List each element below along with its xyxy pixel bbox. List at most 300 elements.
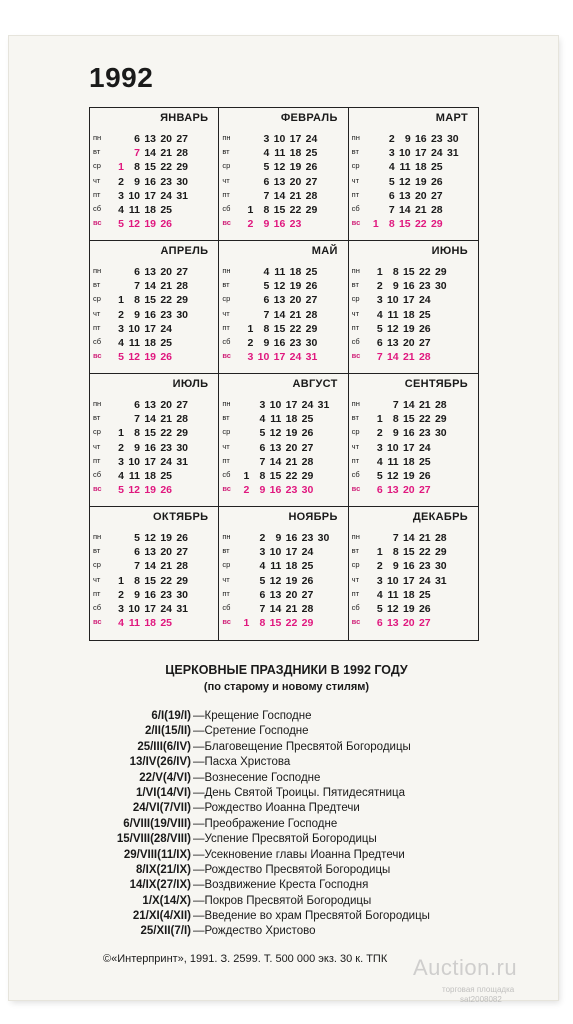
day-number: 21 [160, 413, 172, 426]
week-row [108, 175, 188, 189]
day-number: 9 [392, 280, 399, 293]
week-row [237, 350, 317, 364]
holidays-title: ЦЕРКОВНЫЕ ПРАЗДНИКИ В 1992 ГОДУ [165, 663, 408, 677]
day-number: 26 [305, 161, 318, 174]
day-number: 31 [434, 574, 447, 587]
day-number: 6 [134, 546, 140, 559]
day-number: 14 [144, 147, 156, 160]
day-number: 24 [160, 189, 172, 202]
weekday-label: чт [93, 441, 101, 451]
weekday-label: сб [93, 470, 102, 480]
day-number: 12 [273, 280, 286, 293]
week-row [367, 531, 447, 545]
day-number: 24 [160, 455, 172, 468]
day-number: 4 [376, 588, 383, 601]
day-number: 28 [301, 602, 314, 615]
day-number: 1 [376, 266, 383, 278]
day-number: 6 [134, 399, 140, 411]
day-number: 29 [176, 427, 188, 440]
day-number: 5 [118, 218, 124, 231]
day-number: 12 [269, 427, 282, 440]
day-number: 7 [134, 147, 140, 160]
day-number: 21 [285, 602, 298, 615]
day-number: 15 [402, 413, 415, 426]
month-name: АПРЕЛЬ [160, 245, 209, 257]
holiday-date: 25/III(6/IV) [137, 740, 191, 753]
day-number: 7 [263, 308, 270, 321]
day-number: 18 [402, 308, 415, 321]
week-row [108, 588, 188, 602]
weekday-label: вт [93, 147, 101, 157]
day-number: 9 [134, 588, 140, 601]
week-row [108, 160, 188, 174]
day-number: 7 [134, 413, 140, 426]
day-number: 13 [398, 189, 411, 202]
day-number: 25 [160, 617, 172, 630]
day-number: 22 [418, 266, 431, 278]
week-row [237, 279, 317, 293]
weekday-label: пт [351, 455, 360, 465]
holiday-row [0, 833, 573, 848]
weekday-label: сб [222, 204, 231, 214]
week-row [108, 531, 188, 545]
weekday-label: чт [222, 574, 230, 584]
months-grid [89, 107, 479, 641]
weekday-label: сб [93, 204, 102, 214]
week-row [367, 412, 447, 426]
day-number: 24 [301, 546, 314, 559]
day-number: 25 [301, 413, 314, 426]
week-row [367, 616, 447, 630]
day-number: 17 [402, 441, 415, 454]
week-row [367, 602, 447, 616]
day-number: 12 [273, 161, 286, 174]
day-number: 19 [144, 218, 156, 231]
calendar-year: 1992 [89, 62, 154, 93]
day-number: 18 [144, 617, 156, 630]
day-number: 28 [305, 189, 318, 202]
weekday-label: вт [351, 546, 359, 556]
month-days [108, 132, 188, 231]
day-number: 22 [418, 413, 431, 426]
print-info: ©«Интерпринт», 1991. З. 2599. Т. 500 000 экз. 30 к. ТПК [103, 953, 388, 965]
day-number: 12 [128, 484, 140, 497]
day-number: 8 [134, 574, 140, 587]
day-number: 5 [263, 280, 270, 293]
day-number: 20 [414, 189, 427, 202]
week-row [108, 217, 188, 231]
week-row [237, 146, 317, 160]
day-number: 1 [372, 218, 379, 231]
day-number: 13 [269, 441, 282, 454]
day-number: 3 [263, 133, 270, 145]
day-number: 11 [128, 203, 140, 216]
day-number: 23 [418, 280, 431, 293]
day-number: 10 [386, 574, 399, 587]
day-number: 9 [275, 532, 282, 544]
day-number: 11 [387, 455, 399, 468]
day-number: 20 [160, 133, 172, 145]
month-days [367, 265, 447, 364]
holiday-name: —Усекновение главы Иоанна Предтечи [193, 848, 405, 861]
day-number: 3 [118, 455, 124, 468]
week-row [108, 308, 188, 322]
weekday-labels [93, 530, 102, 629]
week-row [363, 146, 459, 160]
weekday-label: сб [222, 603, 231, 613]
day-number: 8 [259, 617, 266, 630]
week-row [237, 308, 317, 322]
day-number: 16 [269, 484, 282, 497]
week-row [367, 308, 447, 322]
day-number: 2 [118, 441, 124, 454]
day-number: 6 [134, 133, 140, 145]
day-number: 11 [128, 617, 140, 630]
day-number: 26 [418, 602, 431, 615]
day-number: 23 [160, 175, 172, 188]
holiday-name: —Воздвижение Креста Господня [193, 879, 369, 892]
day-number: 17 [144, 455, 156, 468]
day-number: 8 [388, 218, 395, 231]
day-number: 1 [243, 469, 250, 482]
week-row [233, 469, 329, 483]
weekday-label: чт [93, 574, 101, 584]
day-number: 5 [259, 427, 266, 440]
day-number: 9 [134, 441, 140, 454]
month-name: ФЕВРАЛЬ [280, 112, 338, 124]
day-number: 6 [376, 617, 383, 630]
day-number: 15 [402, 266, 415, 278]
day-number: 11 [274, 147, 286, 160]
holiday-row [0, 864, 573, 879]
weekday-labels [222, 397, 231, 496]
day-number: 29 [305, 322, 318, 335]
day-number: 5 [376, 322, 383, 335]
week-row [233, 545, 329, 559]
month-days [108, 265, 188, 364]
holiday-date: 29/VIII(11/IX) [123, 848, 191, 861]
day-number: 29 [176, 294, 188, 307]
day-number: 11 [399, 161, 411, 174]
day-number: 2 [376, 560, 383, 573]
day-number: 8 [259, 469, 266, 482]
day-number: 20 [289, 175, 302, 188]
week-row [108, 189, 188, 203]
day-number: 28 [418, 351, 431, 364]
day-number: 22 [285, 469, 298, 482]
holiday-date: 1/VI(14/VI) [136, 786, 191, 799]
watermark: Auction.ru [413, 955, 518, 980]
day-number: 2 [243, 484, 250, 497]
day-number: 22 [289, 322, 302, 335]
day-number: 26 [176, 532, 188, 544]
day-number: 17 [285, 546, 298, 559]
day-number: 17 [144, 322, 156, 335]
week-row [108, 469, 188, 483]
week-row [237, 160, 317, 174]
day-number: 13 [144, 266, 156, 278]
holiday-row [0, 772, 573, 787]
day-number: 22 [285, 617, 298, 630]
day-number: 2 [388, 133, 395, 145]
day-number: 13 [386, 336, 399, 349]
weekday-label: пн [222, 133, 231, 142]
day-number: 18 [414, 161, 427, 174]
day-number: 15 [144, 294, 156, 307]
day-number: 25 [305, 147, 318, 160]
day-number: 20 [160, 546, 172, 559]
weekday-label: вс [222, 484, 231, 494]
weekday-label: чт [222, 441, 230, 451]
day-number: 9 [263, 336, 270, 349]
day-number: 27 [176, 399, 188, 411]
day-number: 10 [128, 455, 140, 468]
day-number: 7 [263, 189, 270, 202]
day-number: 19 [160, 532, 172, 544]
weekday-labels [222, 264, 231, 363]
week-row [233, 483, 329, 497]
day-number: 22 [160, 574, 172, 587]
weekday-label: ср [93, 427, 101, 437]
week-row [367, 322, 447, 336]
holiday-row [0, 802, 573, 817]
day-number: 9 [392, 560, 399, 573]
day-number: 16 [144, 588, 156, 601]
weekday-label: сб [93, 603, 102, 613]
day-number: 16 [414, 133, 427, 145]
weekday-label: ср [222, 294, 231, 304]
day-number: 28 [301, 455, 314, 468]
day-number: 14 [269, 455, 282, 468]
day-number: 28 [434, 399, 447, 411]
day-number: 12 [128, 218, 140, 231]
week-row [367, 588, 447, 602]
day-number: 23 [160, 308, 172, 321]
week-row [108, 412, 188, 426]
day-number: 30 [317, 532, 330, 544]
week-row [108, 545, 188, 559]
weekday-label: чт [351, 574, 359, 584]
day-number: 10 [128, 602, 140, 615]
day-number: 4 [263, 266, 270, 278]
day-number: 14 [402, 532, 415, 544]
holiday-row [0, 741, 573, 756]
day-number: 26 [418, 469, 431, 482]
holiday-date: 6/I(19/I) [151, 710, 191, 722]
week-row [237, 265, 317, 279]
day-number: 29 [434, 266, 447, 278]
day-number: 30 [176, 441, 188, 454]
week-row [233, 616, 329, 630]
week-row [237, 293, 317, 307]
week-row [367, 574, 447, 588]
day-number: 1 [118, 427, 124, 440]
weekday-label: пт [93, 588, 101, 598]
month-block [90, 241, 219, 374]
day-number: 9 [134, 175, 140, 188]
day-number: 26 [301, 574, 314, 587]
day-number: 19 [414, 175, 427, 188]
weekday-label: пн [93, 399, 102, 408]
day-number: 2 [118, 175, 124, 188]
day-number: 9 [404, 133, 411, 145]
day-number: 10 [257, 351, 270, 364]
day-number: 19 [402, 322, 415, 335]
holiday-name: —Пасха Христова [193, 756, 291, 769]
day-number: 27 [176, 546, 188, 559]
day-number: 9 [134, 308, 140, 321]
week-row [367, 293, 447, 307]
day-number: 31 [176, 602, 188, 615]
weekday-label: пн [222, 399, 231, 408]
day-number: 27 [305, 294, 318, 307]
month-block [219, 507, 348, 640]
day-number: 24 [160, 322, 172, 335]
day-number: 3 [376, 574, 383, 587]
month-name: СЕНТЯБРЬ [404, 378, 468, 390]
day-number: 20 [285, 441, 298, 454]
week-row [367, 545, 447, 559]
weekday-label: вс [351, 351, 361, 361]
day-number: 2 [376, 427, 383, 440]
day-number: 21 [418, 532, 431, 544]
day-number: 30 [176, 308, 188, 321]
day-number: 19 [402, 602, 415, 615]
holiday-row [0, 725, 573, 740]
day-number: 13 [386, 484, 399, 497]
week-row [233, 412, 329, 426]
weekday-labels [93, 131, 102, 230]
day-number: 22 [418, 546, 431, 559]
day-number: 2 [118, 588, 124, 601]
holiday-name: —Преображение Господне [193, 817, 338, 830]
weekday-label: пт [351, 588, 360, 598]
day-number: 17 [402, 294, 415, 307]
day-number: 17 [289, 133, 302, 145]
day-number: 10 [386, 441, 399, 454]
day-number: 6 [263, 175, 270, 188]
week-row [233, 574, 329, 588]
day-number: 15 [402, 546, 415, 559]
day-number: 3 [259, 399, 266, 411]
day-number: 6 [376, 484, 383, 497]
month-name: МАЙ [311, 245, 338, 257]
day-number: 26 [160, 218, 172, 231]
day-number: 26 [418, 322, 431, 335]
day-number: 29 [434, 413, 447, 426]
day-number: 22 [160, 427, 172, 440]
day-number: 27 [305, 175, 318, 188]
week-row [237, 322, 317, 336]
day-number: 8 [263, 203, 270, 216]
day-number: 29 [301, 469, 314, 482]
day-number: 30 [176, 175, 188, 188]
week-row [108, 483, 188, 497]
day-number: 12 [128, 351, 140, 364]
weekday-label: ср [93, 161, 101, 171]
day-number: 25 [160, 469, 172, 482]
day-number: 2 [118, 308, 124, 321]
week-row [108, 336, 188, 350]
day-number: 9 [263, 218, 270, 231]
holiday-name: —Рождество Пресвятой Богородицы [193, 863, 391, 876]
day-number: 30 [305, 336, 318, 349]
day-number: 16 [144, 308, 156, 321]
day-number: 15 [269, 617, 282, 630]
day-number: 25 [418, 588, 431, 601]
day-number: 6 [263, 294, 270, 307]
day-number: 12 [144, 532, 156, 544]
week-row [367, 265, 447, 279]
holiday-row [0, 895, 573, 910]
month-name: ИЮНЬ [431, 245, 468, 257]
day-number: 11 [270, 560, 282, 573]
holiday-row [0, 849, 573, 864]
day-number: 15 [273, 203, 286, 216]
weekday-label: сб [351, 337, 360, 347]
day-number: 21 [289, 308, 302, 321]
day-number: 19 [285, 574, 298, 587]
week-row [108, 455, 188, 469]
day-number: 29 [305, 203, 318, 216]
week-row [108, 279, 188, 293]
day-number: 14 [273, 189, 286, 202]
day-number: 12 [386, 469, 399, 482]
month-name: ДЕКАБРЬ [412, 511, 468, 523]
day-number: 20 [289, 294, 302, 307]
day-number: 15 [144, 574, 156, 587]
day-number: 30 [176, 588, 188, 601]
day-number: 9 [259, 484, 266, 497]
month-days [233, 398, 329, 497]
day-number: 27 [418, 484, 431, 497]
week-row [237, 175, 317, 189]
month-block [219, 374, 348, 507]
day-number: 3 [118, 602, 124, 615]
weekday-label: пн [93, 532, 102, 541]
month-block [349, 374, 478, 507]
day-number: 27 [418, 336, 431, 349]
day-number: 19 [402, 469, 415, 482]
day-number: 30 [446, 133, 459, 145]
week-row [233, 588, 329, 602]
day-number: 10 [386, 294, 399, 307]
day-number: 18 [144, 203, 156, 216]
weekday-label: вс [93, 351, 102, 361]
day-number: 18 [144, 336, 156, 349]
day-number: 8 [134, 427, 140, 440]
weekday-label: ср [351, 427, 360, 437]
week-row [233, 398, 329, 412]
day-number: 16 [285, 532, 298, 544]
weekday-label: ср [222, 560, 231, 570]
holiday-row [0, 787, 573, 802]
day-number: 19 [144, 351, 156, 364]
day-number: 10 [269, 546, 282, 559]
holiday-name: —Успение Пресвятой Богородицы [193, 833, 377, 846]
weekday-label: ср [93, 560, 101, 570]
month-name: ЯНВАРЬ [160, 112, 209, 124]
day-number: 5 [118, 484, 124, 497]
day-number: 17 [402, 574, 415, 587]
weekday-label: чт [93, 175, 101, 185]
week-row [233, 426, 329, 440]
day-number: 8 [134, 294, 140, 307]
day-number: 7 [376, 351, 383, 364]
day-number: 5 [118, 351, 124, 364]
holiday-row [0, 818, 573, 833]
day-number: 3 [376, 441, 383, 454]
